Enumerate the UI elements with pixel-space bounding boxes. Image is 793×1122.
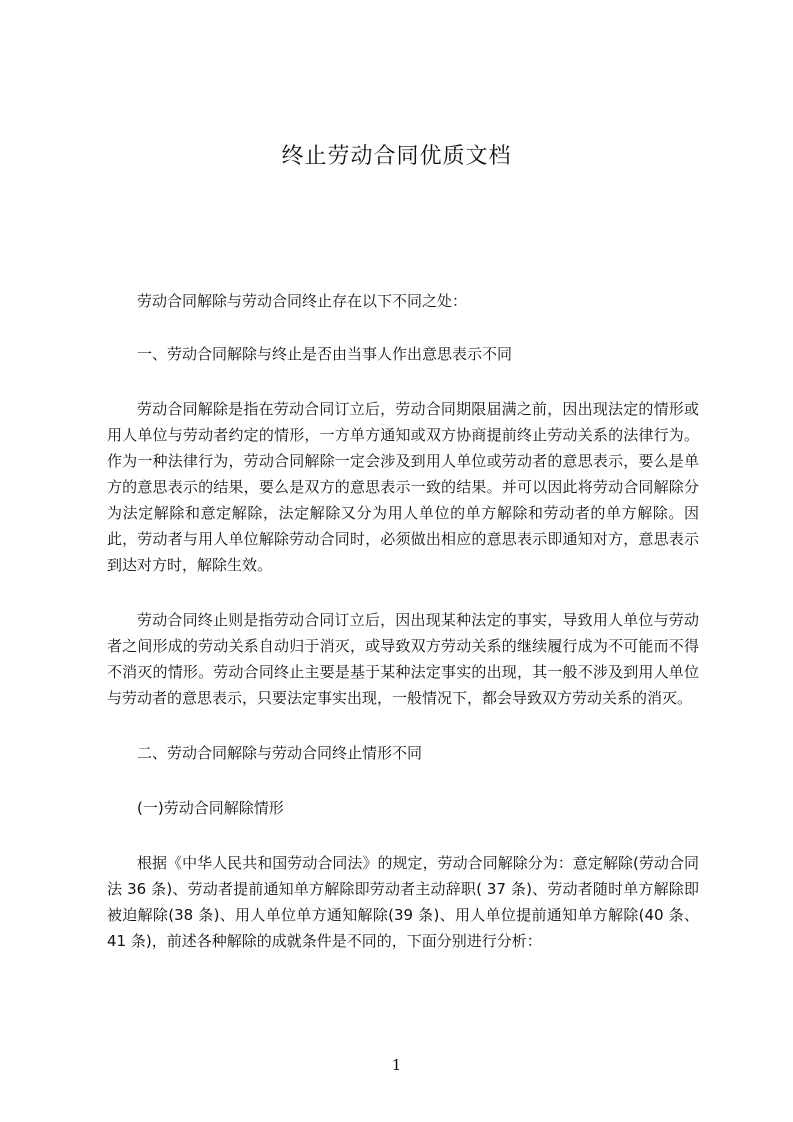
paragraph-1: 劳动合同解除是指在劳动合同订立后，劳动合同期限届满之前，因出现法定的情形或用人单位与劳动者约定的情形，一方单方通知或双方协商提前终止劳动关系的法律行为。作为一种法律行为，劳动合同解除一定会涉及到用人单位或劳动者的意思表示，要么是单方的意思表示的结果，要么是双方的意思表示一致的结果。并可以因此将劳动合同解除分为法定解除和意定解除，法定解除又分为用人单位的单方解除和劳动者的单方解除。因此，劳动者与用人单位解除劳动合同时，必须做出相应的意思表示即通知对方，意思表示到达对方时，解除生效。 (107, 400, 699, 574)
document-body (107, 288, 699, 954)
document-title: 终止劳动合同优质文档 (281, 144, 512, 169)
subsection-1-heading: (一)劳动合同解除情形 (137, 799, 284, 817)
page-number: 1 (391, 1056, 402, 1074)
paragraph-2: 劳动合同终止则是指劳动合同订立后，因出现某种法定的事实，导致用人单位与劳动者之间形成的劳动关系自动归于消灭，或导致双方劳动关系的继续履行成为不可能而不得不消灭的情形。劳动合同终止主要是基于某种法定事实的出现，其一般不涉及到用人单位与劳动者的意思表示，只要法定事实出现，一般情况下，都会导致双方劳动关系的消灭。 (107, 611, 699, 707)
paragraph-3: 根据《中华人民共和国劳动合同法》的规定，劳动合同解除分为：意定解除(劳动合同法 36 条)、劳动者提前通知单方解除即劳动者主动辞职( 37 条)、劳动者随时单方解除即被迫解除(38 条)、用人单位单方通知解除(39 条)、用人单位提前通知单方解除(40 条、41 条)，前述各种解除的成就条件是不同的，下面分别进行分析： (107, 854, 699, 950)
section-2-heading: 二、劳动合同解除与劳动合同终止情形不同 (137, 744, 423, 762)
intro-line: 劳动合同解除与劳动合同终止存在以下不同之处： (137, 292, 468, 310)
section-1-heading: 一、劳动合同解除与终止是否由当事人作出意思表示不同 (137, 345, 513, 363)
